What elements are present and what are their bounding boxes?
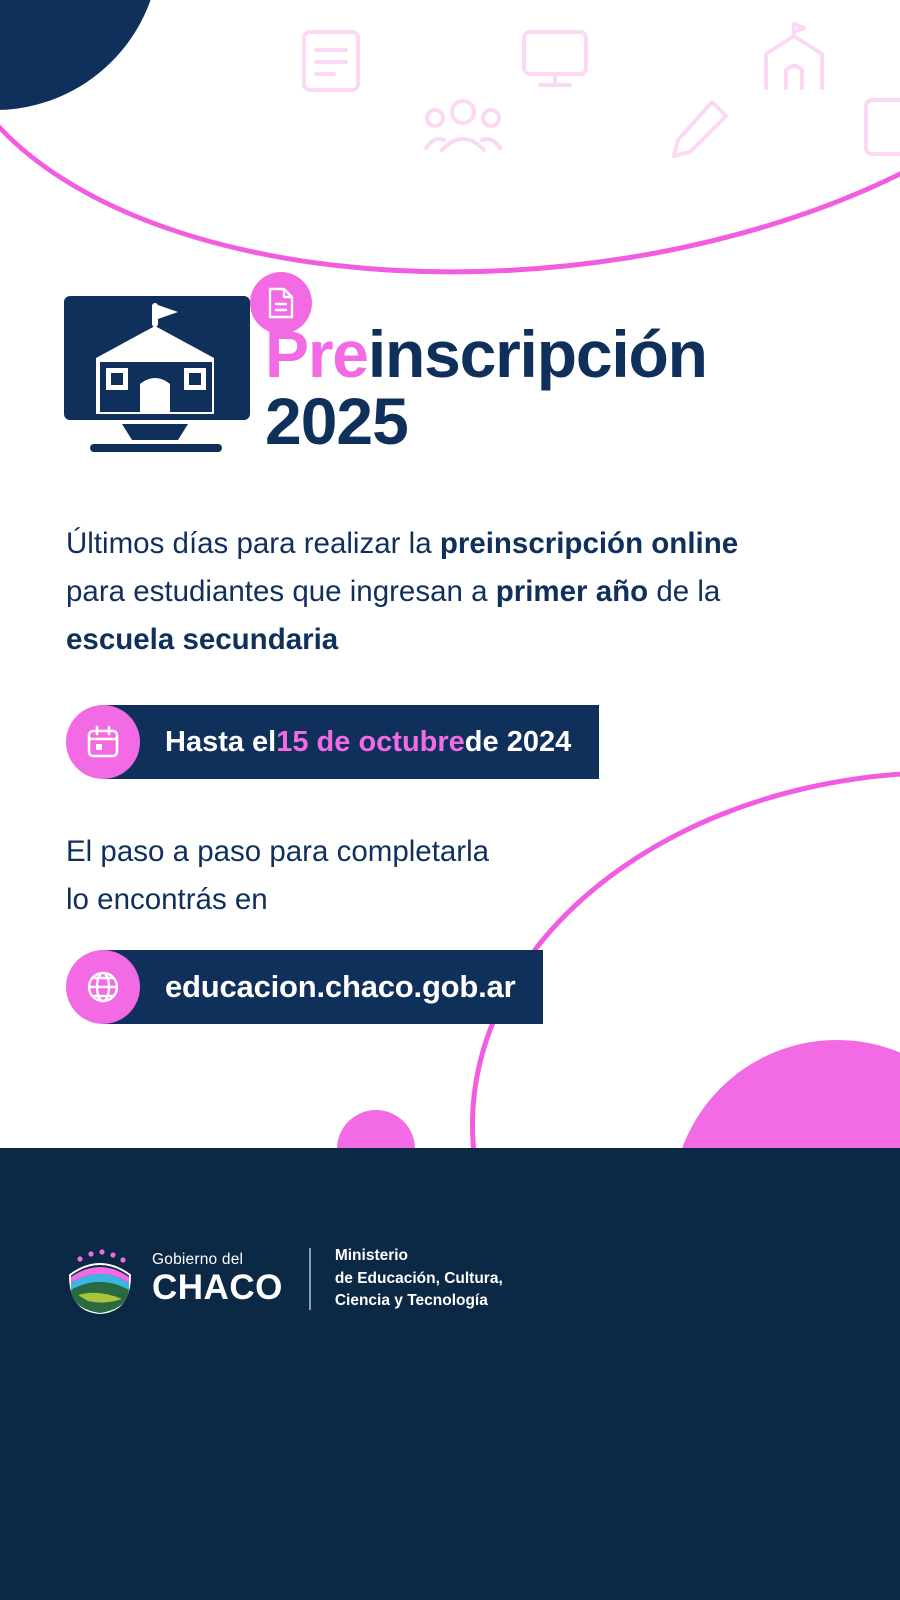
lead-part-3: primer año [495, 575, 649, 609]
school-computer-icon [60, 272, 250, 467]
globe-icon [66, 950, 140, 1024]
ministry-name [335, 1245, 503, 1312]
footer-divider [309, 1248, 311, 1310]
headline-block [60, 272, 850, 487]
ministry-line-3: Ciencia y Tecnología [334, 1292, 488, 1310]
gov-line-2: CHACO [152, 1268, 283, 1308]
footer [0, 1148, 900, 1600]
lead-part-1: preinscripción online [439, 527, 739, 560]
website-bar[interactable] [66, 950, 543, 1024]
title-prefix: Pre [265, 317, 368, 391]
steps-line-2: lo encontrás en [66, 883, 268, 917]
school-outline-icon [758, 18, 830, 94]
lead-part-0: Últimos días para realizar la [66, 527, 440, 560]
deadline-suffix: de 2024 [464, 725, 572, 758]
people-outline-icon [424, 96, 502, 156]
deadline-highlight: 15 de octubre [276, 725, 465, 758]
ministry-line-2: de Educación, Cultura, [334, 1269, 503, 1287]
ministry-line-1: Ministerio [334, 1247, 409, 1265]
lead-paragraph [66, 520, 756, 664]
steps-paragraph [66, 828, 666, 924]
partial-outline-icon [862, 96, 900, 158]
pencil-outline-icon [668, 96, 732, 162]
title-rest: inscripción [367, 317, 707, 391]
monitor-outline-icon [520, 28, 590, 90]
deadline-prefix: Hasta el [165, 725, 277, 758]
title-year: 2025 [265, 383, 408, 458]
lead-part-5: escuela secundaria [66, 623, 339, 657]
footer-logo-lockup [64, 1243, 503, 1315]
lead-part-4: de la [648, 575, 721, 609]
navy-circle-decoration [0, 0, 160, 110]
deadline-text [103, 705, 599, 779]
lead-part-2: para estudiantes que ingresan a [66, 575, 496, 609]
gov-line-1: Gobierno del [152, 1251, 244, 1269]
chaco-government-logo [64, 1243, 136, 1315]
deadline-bar [66, 705, 599, 779]
government-wordmark [152, 1251, 283, 1307]
website-url[interactable]: educacion.chaco.gob.ar [103, 950, 543, 1024]
page-title [265, 317, 707, 458]
steps-line-1: El paso a paso para completarla [66, 835, 490, 868]
calendar-icon [66, 705, 140, 779]
document-outline-icon [300, 28, 362, 94]
